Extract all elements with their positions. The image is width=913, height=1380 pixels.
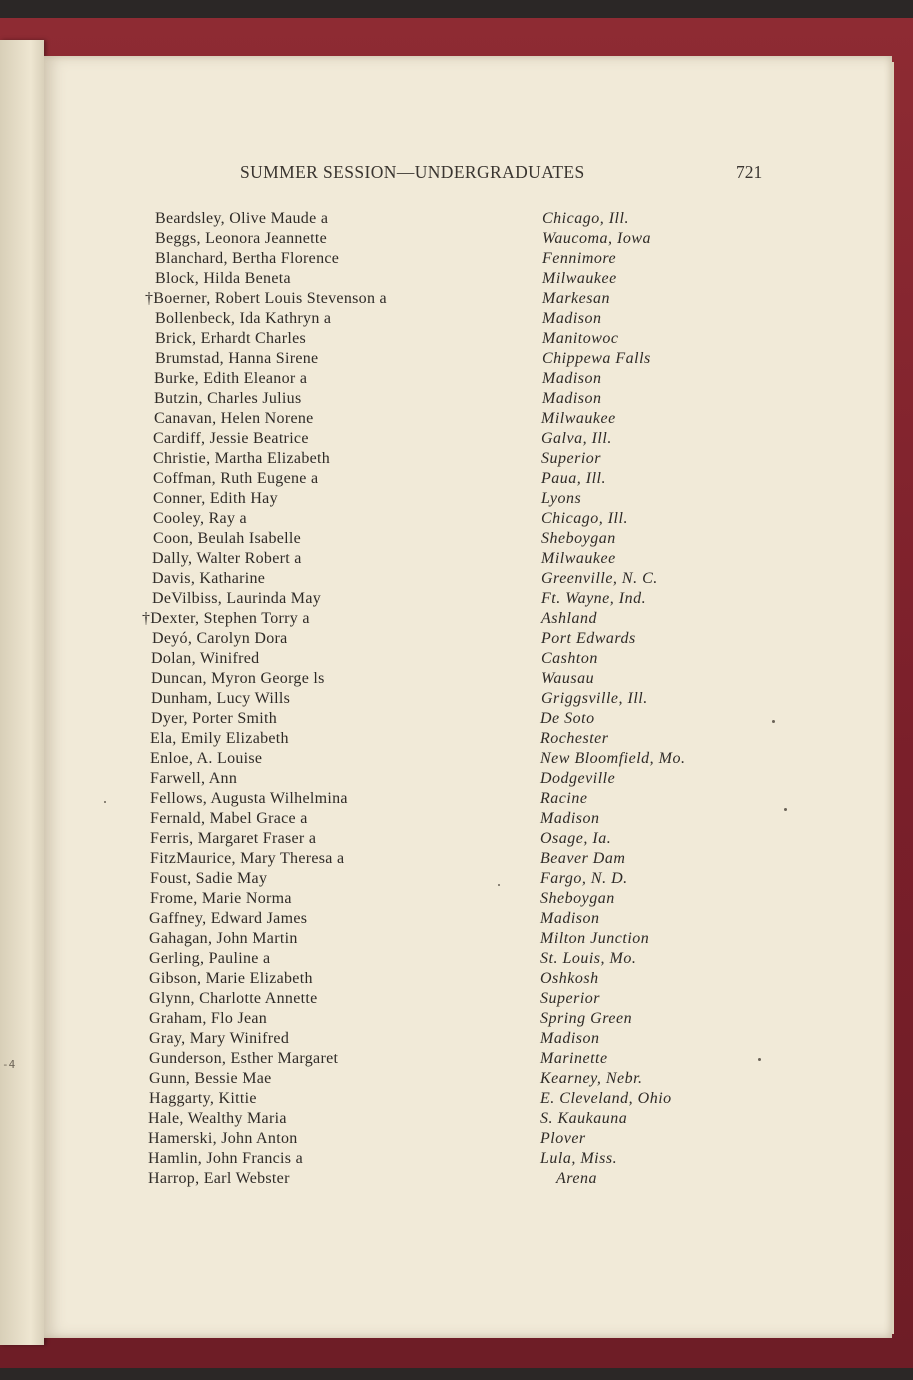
entry-place: Fargo, N. D. [540, 870, 628, 887]
entry-name: Gahagan, John Martin [149, 930, 298, 947]
entry-place: Madison [542, 370, 602, 387]
entry-place: S. Kaukauna [540, 1110, 628, 1127]
entry-place: Chicago, Ill. [542, 210, 629, 227]
entry-place: Racine [540, 790, 588, 807]
entry-name: †Boerner, Robert Louis Stevenson a [145, 290, 387, 307]
entry-name: Frome, Marie Norma [150, 890, 292, 907]
entry-name: Hamerski, John Anton [148, 1130, 298, 1147]
entry-name: Brumstad, Hanna Sirene [155, 350, 319, 367]
entry-name: Coffman, Ruth Eugene a [153, 470, 319, 487]
entry-place: Ft. Wayne, Ind. [541, 590, 647, 607]
entry-place: Sheboygan [541, 530, 616, 547]
entry-place: Manitowoc [542, 330, 619, 347]
entry-place: Kearney, Nebr. [540, 1070, 643, 1087]
entry-name: Fernald, Mabel Grace a [150, 810, 308, 827]
entry-place: Madison [542, 390, 602, 407]
entry-place: Madison [540, 1030, 600, 1047]
paper-speck [758, 1058, 761, 1061]
entry-name: Gunderson, Esther Margaret [149, 1050, 339, 1067]
entry-place: De Soto [540, 710, 595, 727]
entry-name: Hale, Wealthy Maria [148, 1110, 287, 1127]
entry-name: Davis, Katharine [152, 570, 266, 587]
entry-place: Fennimore [542, 250, 617, 267]
entry-name: Ferris, Margaret Fraser a [150, 830, 317, 847]
entry-place: Milwaukee [541, 550, 616, 567]
entry-name: Gerling, Pauline a [149, 950, 271, 967]
entry-place: Madison [540, 910, 600, 927]
entry-place: Paua, Ill. [541, 470, 606, 487]
entry-place: New Bloomfield, Mo. [540, 750, 686, 767]
page-number: 721 [736, 162, 763, 182]
entry-place: Milwaukee [541, 410, 616, 427]
entry-name: Dyer, Porter Smith [151, 710, 278, 727]
entry-place: Madison [542, 310, 602, 327]
entry-name: Brick, Erhardt Charles [155, 330, 306, 347]
entry-place: Dodgeville [540, 770, 616, 787]
entry-name: Ela, Emily Elizabeth [150, 730, 289, 747]
entry-place: Superior [540, 990, 600, 1007]
entry-name: Deyó, Carolyn Dora [152, 630, 288, 647]
paper-speck [498, 884, 500, 886]
entry-name: Farwell, Ann [150, 770, 238, 787]
entry-place: Markesan [542, 290, 610, 307]
entry-place: Waucoma, Iowa [542, 230, 652, 247]
entry-place: Griggsville, Ill. [541, 690, 648, 707]
entry-place: Chicago, Ill. [541, 510, 628, 527]
entry-name: DeVilbiss, Laurinda May [152, 590, 322, 607]
facing-page-edge [0, 40, 44, 1345]
entry-place: Madison [540, 810, 600, 827]
entry-place: Superior [541, 450, 601, 467]
entry-place: Milwaukee [542, 270, 617, 287]
entry-name: Block, Hilda Beneta [155, 270, 291, 287]
entry-name: FitzMaurice, Mary Theresa a [150, 850, 345, 867]
margin-mark: -4 [2, 1058, 16, 1071]
entry-name: Gunn, Bessie Mae [149, 1070, 272, 1087]
entry-place: Port Edwards [541, 630, 636, 647]
entry-name: Dunham, Lucy Wills [151, 690, 291, 707]
entry-name: †Dexter, Stephen Torry a [142, 610, 310, 627]
entry-name: Fellows, Augusta Wilhelmina [150, 790, 348, 807]
entry-name: Blanchard, Bertha Florence [155, 250, 340, 267]
entry-name: Foust, Sadie May [150, 870, 268, 887]
name-column [140, 209, 510, 1189]
entry-place: Sheboygan [540, 890, 615, 907]
entry-place: E. Cleveland, Ohio [540, 1090, 672, 1107]
entry-name: Coon, Beulah Isabelle [153, 530, 302, 547]
entry-place: Wausau [541, 670, 595, 687]
entry-name: Christie, Martha Elizabeth [153, 450, 331, 467]
entry-name: Butzin, Charles Julius [154, 390, 302, 407]
entry-place: Beaver Dam [540, 850, 626, 867]
entry-place: Marinette [540, 1050, 608, 1067]
entry-name: Duncan, Myron George ls [151, 670, 325, 687]
entry-place: Lyons [541, 490, 582, 507]
paper-speck [104, 801, 106, 803]
entry-name: Gibson, Marie Elizabeth [149, 970, 313, 987]
entry-name: Canavan, Helen Norene [154, 410, 314, 427]
entry-name: Burke, Edith Eleanor a [154, 370, 308, 387]
entry-place: St. Louis, Mo. [540, 950, 637, 967]
entry-place: Oshkosh [540, 970, 599, 987]
entry-place: Cashton [541, 650, 598, 667]
entry-name: Dolan, Winifred [151, 650, 260, 667]
entry-place: Arena [556, 1170, 598, 1187]
place-column [540, 209, 760, 1189]
entry-name: Haggarty, Kittie [149, 1090, 257, 1107]
entry-place: Ashland [541, 610, 597, 627]
entry-place: Lula, Miss. [540, 1150, 618, 1167]
entry-name: Bollenbeck, Ida Kathryn a [155, 310, 332, 327]
entry-place: Milton Junction [540, 930, 650, 947]
entry-name: Glynn, Charlotte Annette [149, 990, 318, 1007]
entry-name: Enloe, A. Louise [150, 750, 263, 767]
entry-place: Chippewa Falls [542, 350, 651, 367]
entry-place: Plover [540, 1130, 586, 1147]
entry-place: Greenville, N. C. [541, 570, 658, 587]
entry-name: Harrop, Earl Webster [148, 1170, 290, 1187]
entry-name: Dally, Walter Robert a [152, 550, 302, 567]
running-title: SUMMER SESSION—UNDERGRADUATES [240, 162, 585, 182]
entry-name: Gray, Mary Winifred [149, 1030, 290, 1047]
paper-speck [784, 808, 787, 811]
entry-name: Conner, Edith Hay [153, 490, 278, 507]
entry-name: Beardsley, Olive Maude a [155, 210, 329, 227]
entry-name: Hamlin, John Francis a [148, 1150, 304, 1167]
entry-place: Spring Green [540, 1010, 633, 1027]
paper-speck [772, 720, 775, 723]
entry-place: Galva, Ill. [541, 430, 612, 447]
entry-name: Gaffney, Edward James [149, 910, 308, 927]
entry-name: Beggs, Leonora Jeannette [155, 230, 328, 247]
entry-place: Rochester [540, 730, 609, 747]
entry-name: Cooley, Ray a [153, 510, 247, 527]
entry-name: Cardiff, Jessie Beatrice [153, 430, 309, 447]
entry-place: Osage, Ia. [540, 830, 612, 847]
entry-name: Graham, Flo Jean [149, 1010, 268, 1027]
